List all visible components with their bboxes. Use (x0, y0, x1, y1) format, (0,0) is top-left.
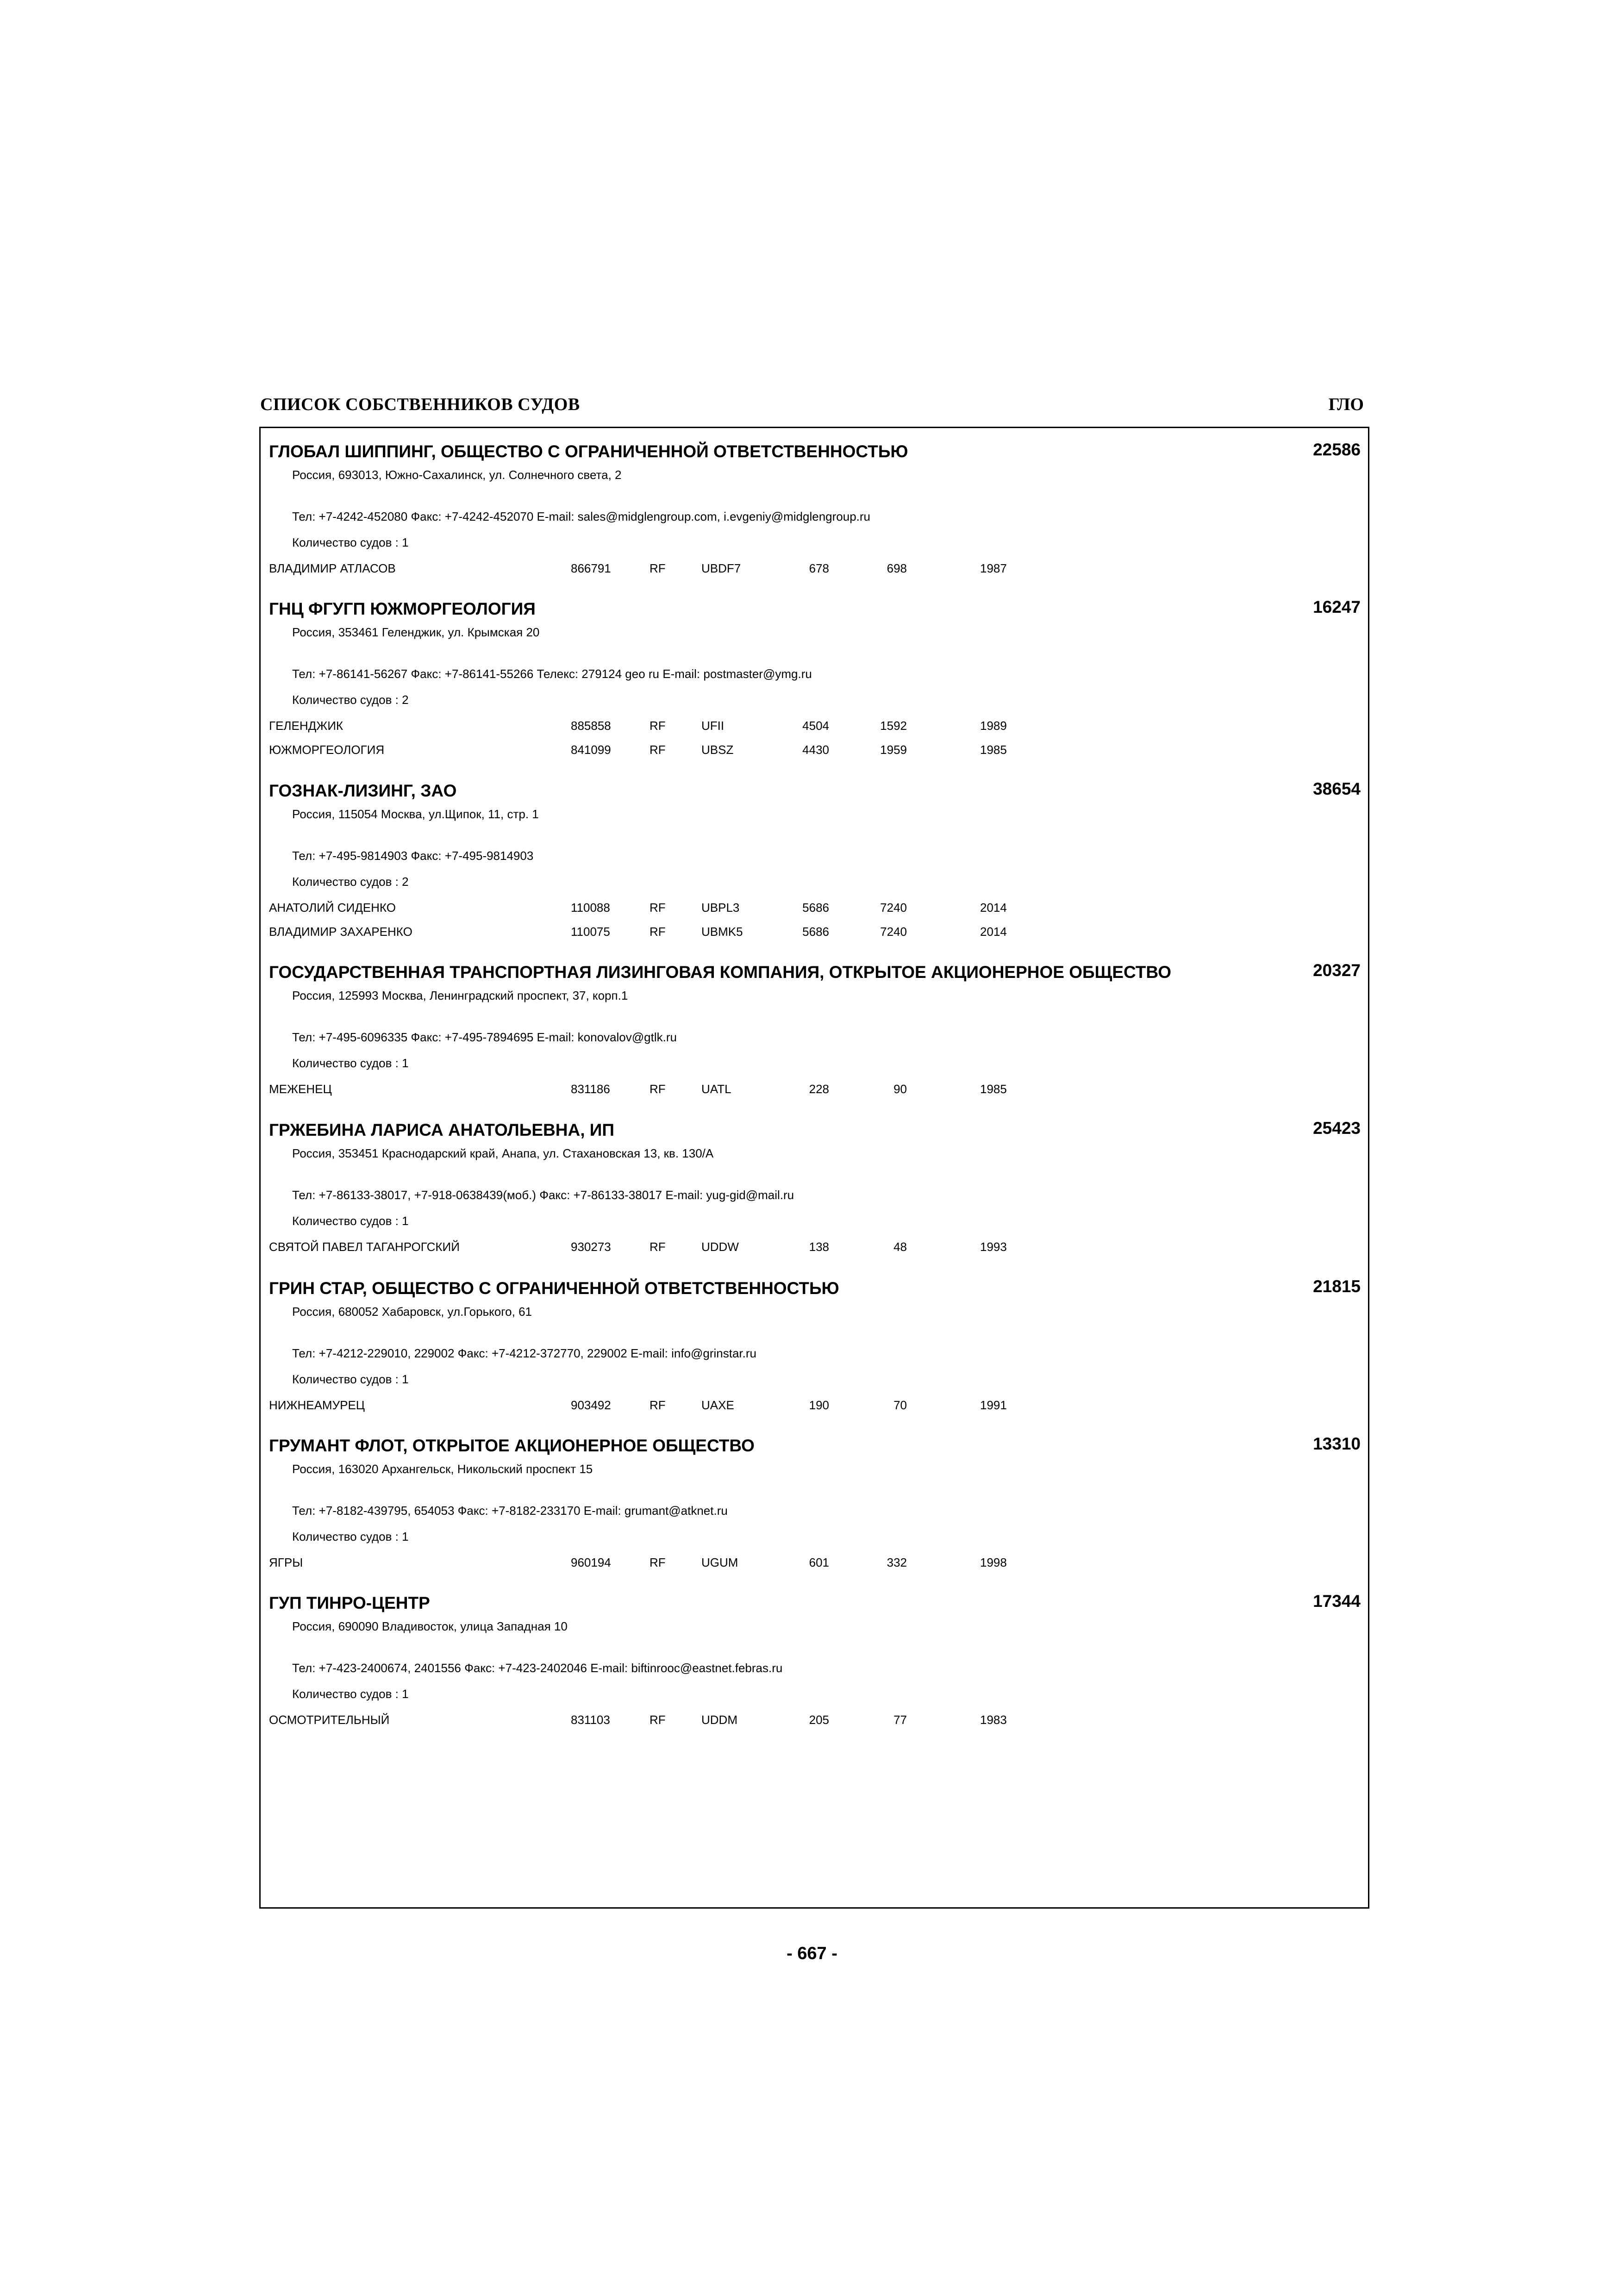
vessel-number: 110075 (571, 925, 610, 939)
vessel-name: АНАТОЛИЙ СИДЕНКО (269, 901, 396, 915)
vessel-row (269, 925, 1361, 949)
vessel-dwt: 70 (893, 1398, 907, 1412)
vessel-dwt: 332 (887, 1556, 907, 1569)
vessel-name: ЮЖМОРГЕОЛОГИЯ (269, 743, 385, 757)
owner-contacts: Тел: +7-86141-56267 Факс: +7-86141-55266 Телекс: 279124 geo ru E-mail: postmaster@ymg.ru (292, 667, 812, 681)
owner-address: Россия, 163020 Архангельск, Никольский проспект 15 (292, 1462, 593, 1476)
owner-id: 16247 (1313, 597, 1361, 616)
vessel-number: 831103 (571, 1713, 610, 1727)
vessel-call-sign: UBPL3 (701, 901, 740, 915)
vessel-flag: RF (650, 1556, 666, 1569)
owners-list-frame (259, 427, 1369, 1909)
owner-contacts: Тел: +7-495-6096335 Факс: +7-495-7894695 E-mail: konovalov@gtlk.ru (292, 1030, 677, 1044)
owner-id: 20327 (1313, 961, 1361, 980)
owner-contacts: Тел: +7-4212-229010, 229002 Факс: +7-4212-372770, 229002 E-mail: info@grinstar.ru (292, 1346, 756, 1360)
vessel-flag: RF (650, 561, 666, 575)
owner-name: ГЛОБАЛ ШИППИНГ, ОБЩЕСТВО С ОГРАНИЧЕННОЙ ОТВЕТСТВЕННОСТЬЮ (269, 442, 908, 461)
owner-address: Россия, 115054 Москва, ул.Щипок, 11, стр. 1 (292, 807, 539, 821)
vessel-row (269, 561, 1361, 585)
vessel-year: 1998 (980, 1556, 1007, 1569)
vessel-call-sign: UBSZ (701, 743, 734, 757)
vessel-call-sign: UBMK5 (701, 925, 743, 939)
vessel-count: Количество судов : 1 (292, 1687, 409, 1701)
owner-id: 22586 (1313, 440, 1361, 459)
owner-contacts: Тел: +7-423-2400674, 2401556 Факс: +7-423-2402046 E-mail: biftinrooc@eastnet.febras.ru (292, 1661, 783, 1675)
vessel-list (269, 1556, 1361, 1580)
vessel-name: ЯГРЫ (269, 1556, 303, 1569)
vessel-list (269, 901, 1361, 949)
vessel-count: Количество судов : 1 (292, 1214, 409, 1228)
vessel-dwt: 48 (893, 1240, 907, 1254)
vessel-year: 1989 (980, 719, 1007, 733)
owner-address: Россия, 353451 Краснодарский край, Анапа, ул. Стахановская 13, кв. 130/А (292, 1146, 714, 1160)
vessel-number: 110088 (571, 901, 610, 915)
vessel-name: ОСМОТРИТЕЛЬНЫЙ (269, 1713, 390, 1727)
vessel-flag: RF (650, 1240, 666, 1254)
owner-address: Россия, 693013, Южно-Сахалинск, ул. Солнечного света, 2 (292, 468, 622, 482)
vessel-flag: RF (650, 1398, 666, 1412)
owner-address: Россия, 353461 Геленджик, ул. Крымская 20 (292, 625, 540, 639)
vessel-count: Количество судов : 2 (292, 875, 409, 889)
vessel-number: 903492 (571, 1398, 611, 1412)
vessel-list (269, 1082, 1361, 1106)
vessel-year: 1987 (980, 561, 1007, 575)
owner-contacts: Тел: +7-8182-439795, 654053 Факс: +7-8182-233170 E-mail: grumant@atknet.ru (292, 1504, 728, 1518)
vessel-row (269, 1240, 1361, 1264)
vessel-list (269, 1398, 1361, 1422)
vessel-row (269, 743, 1361, 767)
owner-name: ГРУМАНТ ФЛОТ, ОТКРЫТОЕ АКЦИОНЕРНОЕ ОБЩЕСТВО (269, 1436, 755, 1455)
vessel-year: 2014 (980, 925, 1007, 939)
vessel-number: 831186 (571, 1082, 610, 1096)
vessel-number: 960194 (571, 1556, 611, 1569)
owner-id: 38654 (1313, 779, 1361, 798)
owner-name: ГУП ТИНРО-ЦЕНТР (269, 1593, 430, 1612)
vessel-gt: 678 (809, 561, 829, 575)
vessel-flag: RF (650, 1713, 666, 1727)
owner-name: ГРЖЕБИНА ЛАРИСА АНАТОЛЬЕВНА, ИП (269, 1120, 614, 1139)
owner-id: 13310 (1313, 1434, 1361, 1453)
vessel-number: 885858 (571, 719, 611, 733)
vessel-dwt: 7240 (880, 901, 907, 915)
vessel-number: 866791 (571, 561, 611, 575)
vessel-list (269, 719, 1361, 767)
owner-name: ГРИН СТАР, ОБЩЕСТВО С ОГРАНИЧЕННОЙ ОТВЕТСТВЕННОСТЬЮ (269, 1279, 839, 1298)
vessel-year: 1991 (980, 1398, 1007, 1412)
vessel-call-sign: UGUM (701, 1556, 738, 1569)
vessel-flag: RF (650, 719, 666, 733)
vessel-call-sign: UBDF7 (701, 561, 741, 575)
vessel-gt: 205 (809, 1713, 829, 1727)
vessel-row (269, 901, 1361, 925)
page-header-title: СПИСОК СОБСТВЕННИКОВ СУДОВ (260, 395, 580, 414)
vessel-name: ВЛАДИМИР ЗАХАРЕНКО (269, 925, 412, 939)
vessel-dwt: 90 (893, 1082, 907, 1096)
vessel-count: Количество судов : 1 (292, 1530, 409, 1543)
vessel-dwt: 7240 (880, 925, 907, 939)
vessel-flag: RF (650, 1082, 666, 1096)
vessel-gt: 138 (809, 1240, 829, 1254)
vessel-flag: RF (650, 925, 666, 939)
owner-name: ГОЗНАК-ЛИЗИНГ, ЗАО (269, 781, 457, 800)
vessel-count: Количество судов : 1 (292, 1056, 409, 1070)
vessel-year: 1985 (980, 1082, 1007, 1096)
page-number: - 667 - (787, 1944, 837, 1963)
vessel-name: НИЖНЕАМУРЕЦ (269, 1398, 365, 1412)
owner-contacts: Тел: +7-495-9814903 Факс: +7-495-9814903 (292, 849, 534, 863)
vessel-year: 2014 (980, 901, 1007, 915)
vessel-gt: 5686 (802, 901, 829, 915)
owner-contacts: Тел: +7-86133-38017, +7-918-0638439(моб.) Факс: +7-86133-38017 E-mail: yug-gid@mail.ru (292, 1188, 794, 1202)
vessel-call-sign: UDDM (701, 1713, 737, 1727)
vessel-gt: 5686 (802, 925, 829, 939)
vessel-dwt: 77 (893, 1713, 907, 1727)
vessel-gt: 4430 (802, 743, 829, 757)
owner-address: Россия, 690090 Владивосток, улица Западная 10 (292, 1619, 568, 1633)
vessel-year: 1985 (980, 743, 1007, 757)
owner-address: Россия, 125993 Москва, Ленинградский проспект, 37, корп.1 (292, 989, 628, 1002)
vessel-number: 930273 (571, 1240, 611, 1254)
owner-name: ГНЦ ФГУГП ЮЖМОРГЕОЛОГИЯ (269, 599, 536, 618)
owner-id: 25423 (1313, 1119, 1361, 1138)
vessel-row (269, 719, 1361, 743)
vessel-call-sign: UFII (701, 719, 725, 733)
vessel-year: 1993 (980, 1240, 1007, 1254)
vessel-number: 841099 (571, 743, 611, 757)
vessel-gt: 228 (809, 1082, 829, 1096)
vessel-row (269, 1713, 1361, 1737)
owner-name: ГОСУДАРСТВЕННАЯ ТРАНСПОРТНАЯ ЛИЗИНГОВАЯ КОМПАНИЯ, ОТКРЫТОЕ АКЦИОНЕРНОЕ ОБЩЕСТВО (269, 963, 1171, 982)
vessel-flag: RF (650, 901, 666, 915)
vessel-row (269, 1556, 1361, 1580)
vessel-call-sign: UATL (701, 1082, 731, 1096)
vessel-list (269, 1240, 1361, 1264)
owner-contacts: Тел: +7-4242-452080 Факс: +7-4242-452070 E-mail: sales@midglengroup.com, i.evgeniy@midglengroup.ru (292, 510, 870, 523)
vessel-flag: RF (650, 743, 666, 757)
vessel-row (269, 1082, 1361, 1106)
vessel-gt: 190 (809, 1398, 829, 1412)
vessel-name: ГЕЛЕНДЖИК (269, 719, 344, 733)
vessel-name: СВЯТОЙ ПАВЕЛ ТАГАНРОГСКИЙ (269, 1240, 460, 1254)
vessel-row (269, 1398, 1361, 1422)
vessel-count: Количество судов : 1 (292, 535, 409, 549)
vessel-name: МЕЖЕНЕЦ (269, 1082, 332, 1096)
vessel-count: Количество судов : 2 (292, 693, 409, 707)
vessel-list (269, 1713, 1361, 1737)
vessel-gt: 601 (809, 1556, 829, 1569)
page-header-section: ГЛО (1328, 395, 1364, 414)
vessel-dwt: 698 (887, 561, 907, 575)
vessel-dwt: 1592 (880, 719, 907, 733)
vessel-year: 1983 (980, 1713, 1007, 1727)
owner-id: 21815 (1313, 1277, 1361, 1296)
vessel-count: Количество судов : 1 (292, 1372, 409, 1386)
vessel-call-sign: UDDW (701, 1240, 739, 1254)
owner-id: 17344 (1313, 1592, 1361, 1611)
vessel-gt: 4504 (802, 719, 829, 733)
vessel-name: ВЛАДИМИР АТЛАСОВ (269, 561, 396, 575)
vessel-list (269, 561, 1361, 585)
vessel-dwt: 1959 (880, 743, 907, 757)
owner-address: Россия, 680052 Хабаровск, ул.Горького, 61 (292, 1305, 532, 1319)
vessel-call-sign: UAXE (701, 1398, 734, 1412)
